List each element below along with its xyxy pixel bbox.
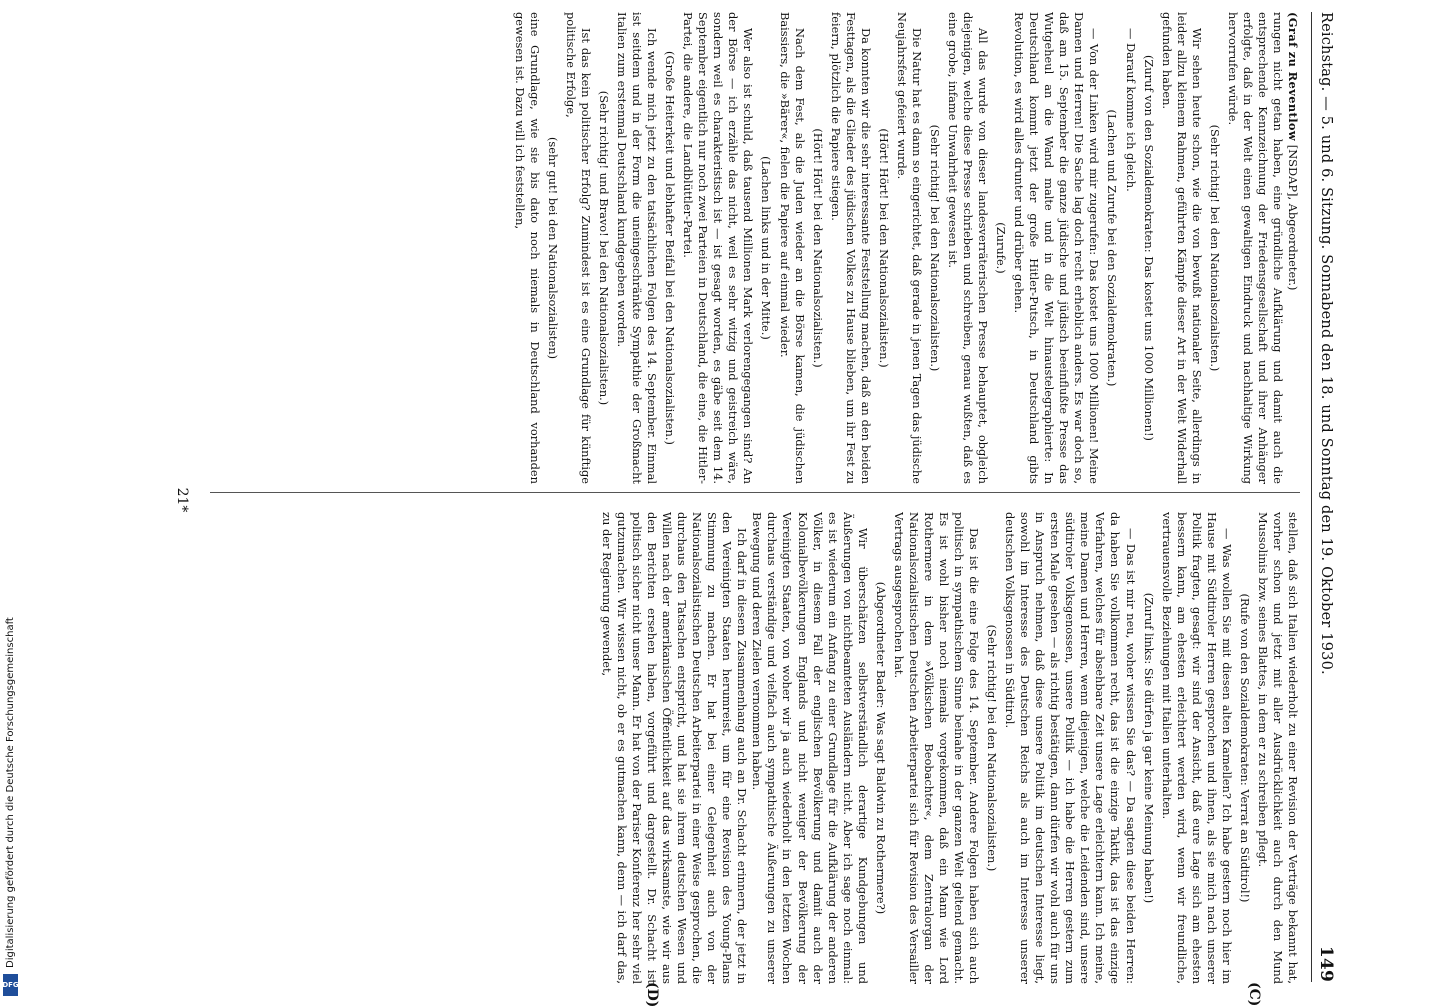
digitization-credit-text: Digitalisierung gefördert durch die Deutsche Forschungsgemeinschaft [5, 617, 16, 968]
page-header [1311, 12, 1340, 982]
left-paragraph: Nach dem Fest, als die Juden wieder an die Börse kamen, die jüdischen Baissiers, die »Bärer«, fielen die Papiere auf einmal wieder. [777, 12, 807, 484]
left-interjection: (Sehr richtig! und Bravo! bei den Nationalsozialisten.) [597, 90, 612, 406]
left-interjection: (Lachen und Zurufe bei den Sozialdemokraten.) [1105, 109, 1120, 387]
rotated-document-page [100, 0, 1340, 1007]
speaker-party: [NSDAP], Abgeordneter.) [1286, 141, 1300, 291]
page-number: 149 [1316, 945, 1336, 982]
left-interjection: (Sehr richtig! bei den Nationalsozialisten.) [927, 124, 942, 372]
right-interjection: (Zuruf links: Sie dürfen ja gar keine Meinung haben!) [1141, 592, 1156, 904]
right-interjection: (Rufe von den Sozialdemokraten: Verrat an Südtirol!) [1237, 593, 1252, 903]
margin-marker-d: (D) [644, 982, 660, 1007]
margin-marker-c: (C) [1246, 982, 1262, 1007]
column-divider [210, 492, 1300, 493]
left-interjection: (Sehr richtig! bei den Nationalsozialisten.) [1207, 124, 1222, 372]
left-speaker-line [1285, 12, 1300, 484]
left-paragraph: Ich wende mich jetzt zu den tatsächlichen Folgen des 14. September. Einmal ist seitdem und in der Form die uneingeschränkte Sympathie der Großmacht Italien zum erstenmal Deutschland kundgegeben worden. [615, 12, 660, 484]
left-paragraph: Die Natur hat es dann so eingerichtet, daß gerade in jenen Tagen das jüdische Neujahrsfest gefeiert wurde. [894, 12, 924, 484]
left-column [210, 12, 1300, 484]
left-paragraph: Wir sehen heute schon, wie die von bewußt nationaler Seite, allerdings in leider allzu kleinem Rahmen, geführten Kämpfe dieser Art in der Welt Widerhall gefunden haben. [1159, 12, 1204, 484]
right-paragraph: Das ist die eine Folge des 14. September. Andere Folgen haben sich auch politisch in sympathischem Sinne beinahe in der ganzen Welt geltend gemacht. Es ist wohl bisher noch niemals vorgekommen, daß ein Mann wie Lord Rothermere in dem »Völkischen Beobachter«, dem Zentralorgan der Nationalsozialistischen Deutschen Arbeiterpartei sich für Revision des Versailler Vertrags ausgesprochen hat. [891, 512, 982, 984]
right-paragraph: Ich darf in diesem Zusammenhang auch an Dr. Schacht erinnern, der jetzt in den Vereinigten Staaten herumreist, um für eine Revision des Young-Plans Stimmung zu machen. Er hat bei einer Gelegenheit auch von der Nationalsozialistischen Deutschen Arbeiterpartei in einer Weise gesprochen, die durchaus den Tatsachen entspricht, und hat sie ihrem deutschen Wesen und Willen nach der amerikanischen Öffentlichkeit auf das wirksamste, wie wir aus den Berichten ersehen haben, vorgeführt und dargestellt. Dr. Schacht ist politisch sicher nicht unser Mann. Er hat von der Pariser Konferenz her sehr viel gutzumachen. Wir wissen nicht, ob er es gutmachen kann, denn — ich darf das, zu der Regierung gewendet, [599, 512, 750, 984]
right-paragraph: stellen, daß sich Italien wiederholt zu einer Revision der Verträge bekannt hat, vorher schon und jetzt mit aller Ausdrücklichkeit auch durch den Mund Mussolinis bzw. seines Blattes, in dem er zu schreiben pflegt. [1255, 512, 1300, 984]
signature-number: 21* [174, 487, 190, 513]
speaker-name: (Graf zu Reventlow [1286, 12, 1300, 142]
left-paragraph: Wer also ist schuld, daß tausend Millionen Mark verlorengegangen sind? An der Börse — ich erzähle das nicht, weil es sehr witzig und geistreich wäre, sondern weil es charakteristisch ist — ist gesagt worden, es gäbe seit dem 14. September eigentlich nur noch zwei Parteien in Deutschland, die eine, die Hitler-Partei, die andere, die Landblüttler-Partei. [681, 12, 756, 484]
right-paragraph: — Das ist mir neu, woher wissen Sie das? — Da sagten diese beiden Herren: da haben Sie vollkommen recht, das ist die einzige Taktik, das ist das einzige Verfahren, welches für absehbare Zeit unsere Lage erleichtern kann. Ich meine, meine Damen und Herren, wenn diejenigen, welche die Leidenden sind, unsere südtiroler Volksgenossen, unsere Politik — ich habe die Herren gestern zum ersten Male gesehen — als richtig bestätigen, dann dürfen wir wohl auch für uns in Anspruch nehmen, daß diese unsere Politik im deutschen Interesse liegt, sowohl im Interesse des Deutschen Reichs als auch im Interesse unserer deutschen Volksgenossen in Südtirol. [1003, 512, 1138, 984]
left-interjection: (Hört! Hört! bei den Nationalsozialisten.) [876, 128, 891, 368]
left-paragraph: Da konnten wir die sehr interessante Feststellung machen, daß an den beiden Festtagen, als die Glieder des jüdischen Volkes zu Hause blieben, um ihr Fest zu feiern, plötzlich die Papiere stiegen. [828, 12, 873, 484]
left-paragraph: — Darauf komme ich gleich. [1123, 28, 1138, 192]
right-interjection: (Sehr richtig! bei den Nationalsozialisten.) [985, 624, 1000, 872]
left-interjection: (Zuruf von den Sozialdemokraten: Das kostet uns 1000 Millionen!) [1141, 54, 1156, 442]
left-interjection: (Lachen links und in der Mitte.) [759, 156, 774, 340]
right-column [210, 512, 1300, 984]
right-paragraph: Wir überschätzen selbstverständlich derartige Kundgebungen und Äußerungen von nichtbeamteten Ausländern nicht. Aber ich sage noch einmal: es ist wiederum ein Anfang zu einer Grundlage für die Aufklärung der anderen Völker, in diesem Fall der englischen Bevölkerung und damit auch der Kolonialbevölkerungen Englands und nicht weniger der Bevölkerung der Vereinigten Staaten, von woher wir ja auch wiederholt in den letzten Wochen durchaus verständige und vielfach auch sympathische Äußerungen zu unserer Bewegung und deren Zielen vernommen haben. [750, 512, 870, 984]
left-paragraph: Ist das kein politischer Erfolg? Zumindest ist es eine Grundlage für künftige politische Erfolge, [563, 12, 593, 484]
left-paragraph: — Von der Linken wird mir zugerufen: Das kostet uns 1000 Millionen! Meine Damen und Herren! Die Sache lag doch recht erheblich anders. Es war doch so, daß am 15. September die ganze jüdische und jüdisch beeinflußte Presse das Wutgeheul an die Wand malte und in die Welt hinaustelegraphierte: In Deutschland kommt jetzt der große Hitler-Putsch, in Deutschland gibts Revolution, es wird alles drunter und drüber gehen. [1012, 12, 1102, 484]
left-paragraph: rungen nicht getan haben, eine gründliche Aufklärung und damit auch die entsprechende Kennzeichnung der Friedensgesellschaft und ihrer Anhänger erfolgte, daß in der Welt einen gewaltigen Eindruck und nachhaltige Wirkung hervorrufen würde. [1225, 12, 1285, 484]
left-paragraph: eine Grundlage, wie sie bis dato noch niemals in Deutschland vorhanden gewesen ist. Dazu will ich feststellen, [512, 12, 542, 484]
running-head: Reichstag. — 5. und 6. Sitzung. Sonnabend den 18. und Sonntag den 19. Oktober 1930. [1318, 12, 1334, 675]
dfg-logo: DFG [3, 974, 18, 996]
right-paragraph: — Was wollen Sie mit diesen alten Kamellen? Ich habe gestern noch hier im Hause mit Südtiroler Herren gesprochen und ihnen, als sie mich nach unserer Politik fragten, gesagt: wir sind der Ansicht, daß eure Lage sich am ehesten bessern kann, am ehesten erleichtert werden wird, wenn wir freundliche, vertrauensvolle Beziehungen mit Italien unterhalten. [1159, 512, 1234, 984]
right-interjection: (Abgeordneter Bader: Was sagt Baldwin zu Rothermere?) [873, 581, 888, 915]
left-paragraph: All das wurde von dieser landesverräterischen Presse behauptet, obgleich diejenigen, welche diese Presse schrieben und schreiben, genau wußten, daß es eine grobe, infame Unwahrheit gewesen ist. [946, 12, 991, 484]
digitization-credit-strip [0, 0, 22, 1000]
left-interjection: (Hört! Hört! bei den Nationalsozialisten.) [810, 128, 825, 368]
left-interjection: (Große Heiterkeit und lebhafter Beifall bei den Nationalsozialisten.) [663, 51, 678, 445]
left-interjection: (sehr gut! bei den Nationalsozialisten) [545, 136, 560, 360]
left-interjection: (Zurufe.) [994, 222, 1009, 274]
